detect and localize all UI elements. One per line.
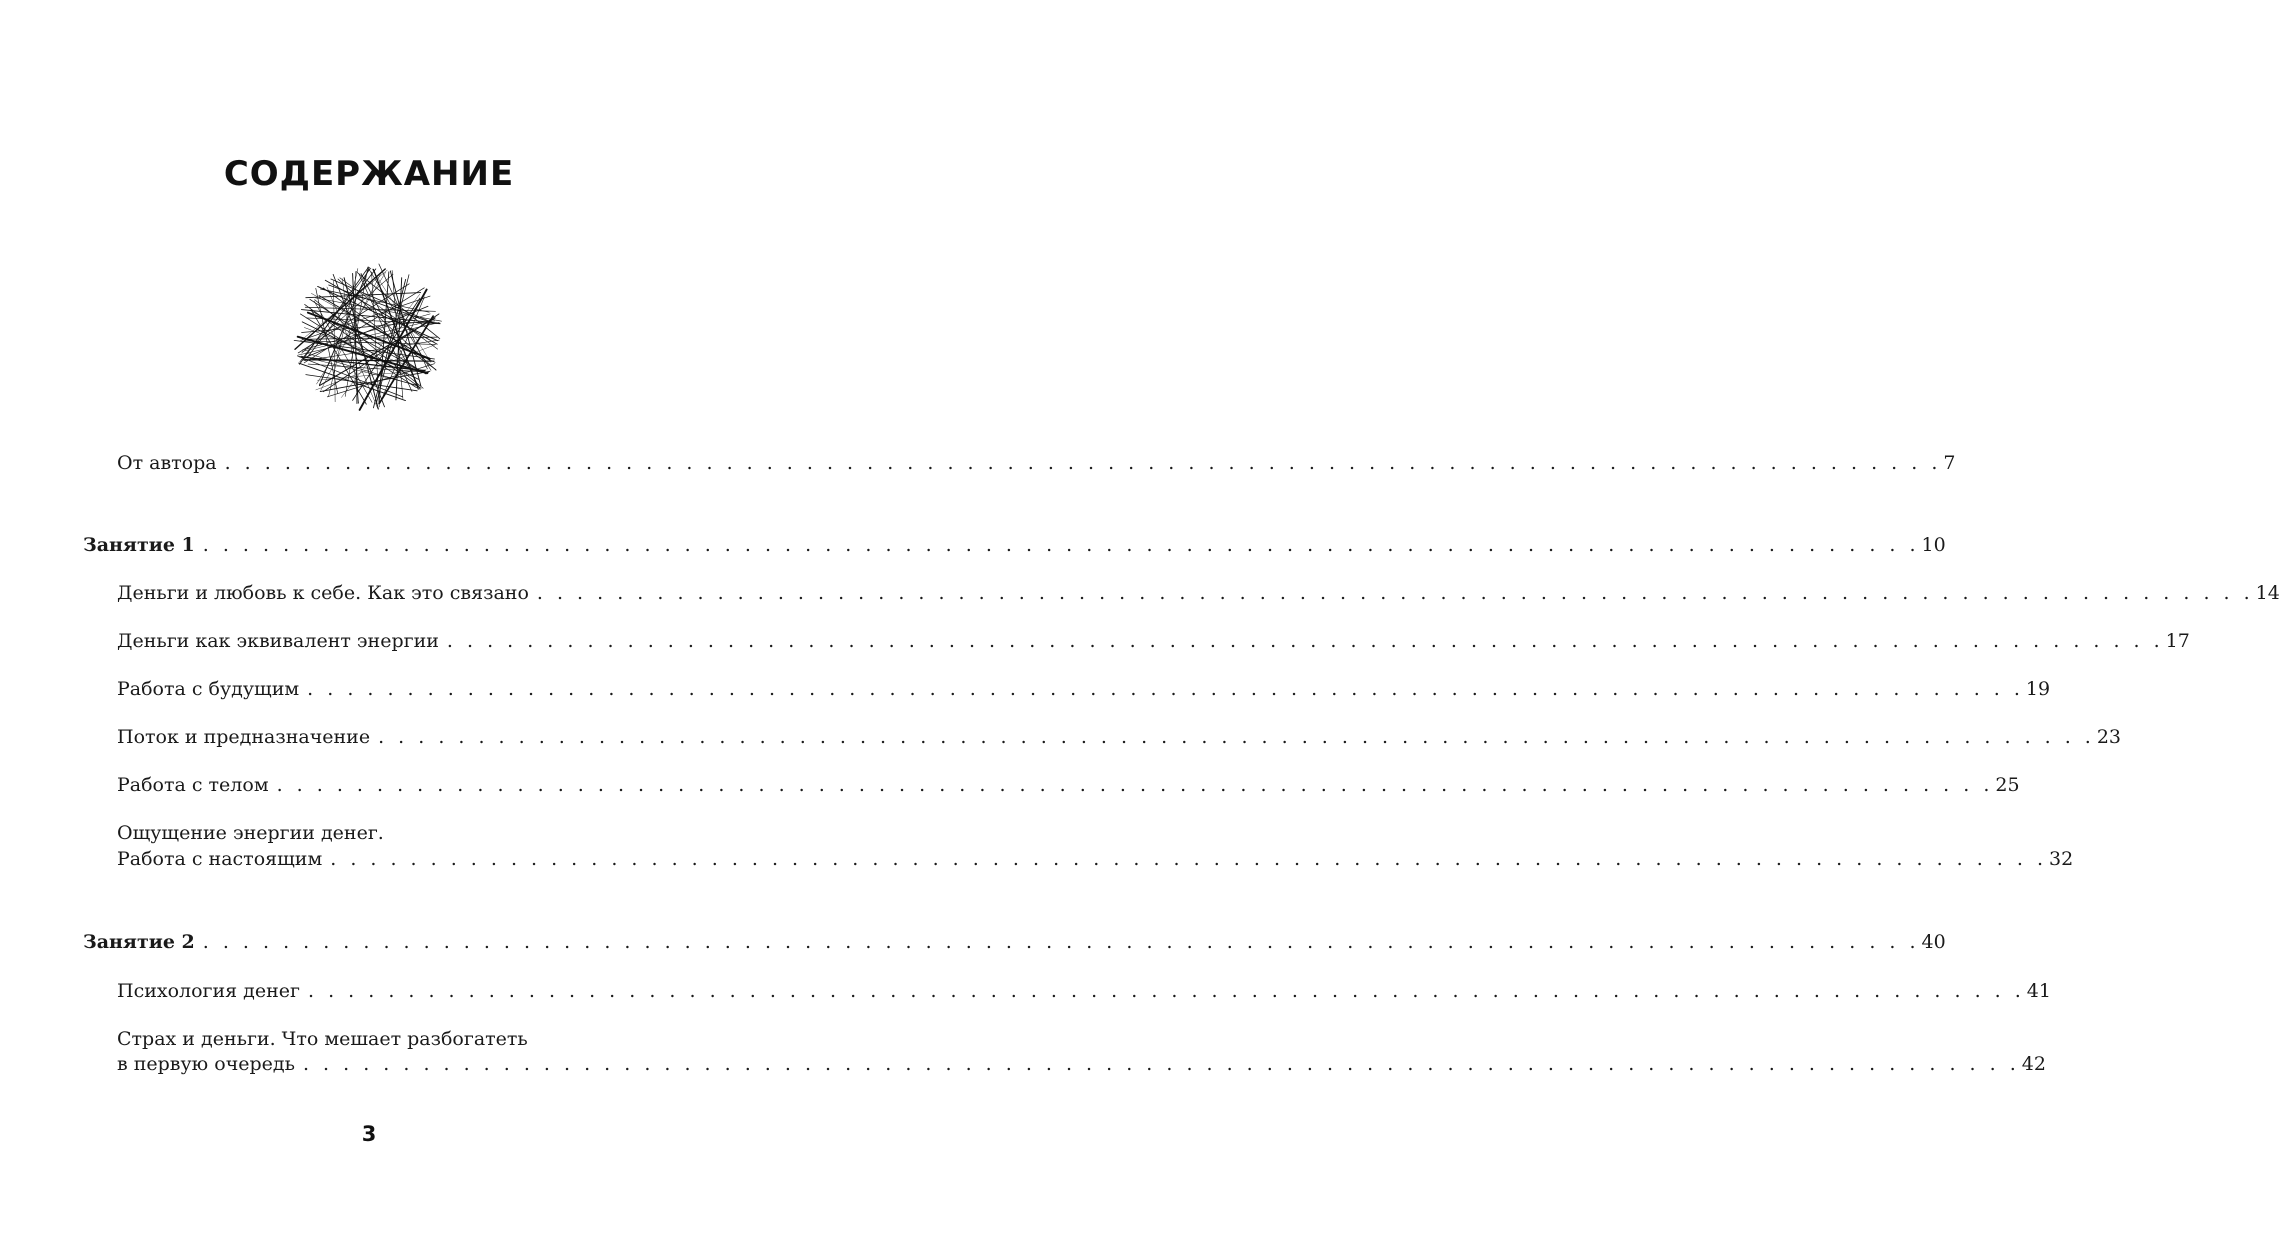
toc-entry[interactable] [117,673,2051,705]
toc-page-number: 32 [2049,848,2074,870]
toc-entry[interactable] [117,721,2122,753]
toc-page-number: 41 [2026,980,2051,1002]
dot-leader: . . . . . . . . . . . . . . . . . . . . . . . . . . . . . . . . . . . . . . . . . . . . . . . . . . . . . . . . . . . . . . . . . . . . . . . . . . . . . . . . . . . . . . [302,1053,2020,1075]
toc-entry-lesson-1[interactable] [83,529,1946,561]
toc-page-number: 19 [2025,678,2051,700]
page-number: 3 [361,1122,377,1146]
toc-page-number: 40 [1921,931,1946,953]
toc-page-number: 17 [2165,630,2190,652]
toc-entry-label-line1: Страх и деньги. Что мешает разбогатеть [117,1028,528,1050]
dot-leader: . . . . . . . . . . . . . . . . . . . . . . . . . . . . . . . . . . . . . . . . . . . . . . . . . . . . . . . . . . . . . . . . . . . . . . . . . . . . . . . . . . . . . . [308,980,2025,1002]
toc-entry-label: От автора [117,452,217,474]
toc-page-number: 25 [1995,774,2020,796]
toc-entry-label: Работа с настоящим [117,848,323,870]
starburst-lines-icon [290,258,448,416]
dot-leader: . . . . . . . . . . . . . . . . . . . . . . . . . . . . . . . . . . . . . . . . . . . . . . . . . . . . . . . . . . . . . . . . . . . . . . . . . . . . . . . . . . . . . . [446,630,2164,652]
toc-entry-label-line1: Ощущение энергии денег. [117,822,384,844]
toc-entry[interactable] [117,769,2020,801]
dot-leader: . . . . . . . . . . . . . . . . . . . . . . . . . . . . . . . . . . . . . . . . . . . . . . . . . . . . . . . . . . . . . . . . . . . . . . . . . . . . . . . . . . . . . . [202,534,1920,556]
toc-entry-label: Деньги и любовь к себе. Как это связано [117,582,529,604]
toc-entry-label: Занятие 2 [83,931,195,953]
toc-entry-label: Поток и предназначение [117,726,371,748]
dot-leader: . . . . . . . . . . . . . . . . . . . . . . . . . . . . . . . . . . . . . . . . . . . . . . . . . . . . . . . . . . . . . . . . . . . . . . . . . . . . . . . . . . . . . . [378,726,2095,748]
toc-page-number: 7 [1943,452,1956,474]
toc-entry-label: Психология денег [117,980,300,1002]
toc-entry-label: Работа с телом [117,774,269,796]
dot-leader: . . . . . . . . . . . . . . . . . . . . . . . . . . . . . . . . . . . . . . . . . . . . . . . . . . . . . . . . . . . . . . . . . . . . . . . . . . . . . . . . . . . . . . [276,774,1994,796]
toc-entry[interactable] [117,577,2280,609]
toc-entry-label: в первую очередь [117,1053,295,1075]
toc-entry[interactable] [117,975,2051,1007]
dot-leader: . . . . . . . . . . . . . . . . . . . . . . . . . . . . . . . . . . . . . . . . . . . . . . . . . . . . . . . . . . . . . . . . . . . . . . . . . . . . . . . . . . . . . . [224,452,1942,474]
toc-entry[interactable] [117,843,2074,875]
dot-leader: . . . . . . . . . . . . . . . . . . . . . . . . . . . . . . . . . . . . . . . . . . . . . . . . . . . . . . . . . . . . . . . . . . . . . . . . . . . . . . . . . . . . . . [307,678,2024,700]
toc-page-number: 14 [2255,582,2280,604]
toc-entry-label: Работа с будущим [117,678,300,700]
toc-entry[interactable] [117,625,2190,657]
toc-page-number: 23 [2096,726,2122,748]
dot-leader: . . . . . . . . . . . . . . . . . . . . . . . . . . . . . . . . . . . . . . . . . . . . . . . . . . . . . . . . . . . . . . . . . . . . . . . . . . . . . . . . . . . . . . [536,582,2254,604]
toc-entry-lesson-2[interactable] [83,926,1946,958]
page-title: СОДЕРЖАНИЕ [223,154,515,194]
toc-entry-from-author[interactable] [117,447,1956,479]
toc-entry-label: Деньги как эквивалент энергии [117,630,439,652]
toc-entry[interactable] [117,1048,2046,1080]
toc-page-number: 42 [2021,1053,2046,1075]
dot-leader: . . . . . . . . . . . . . . . . . . . . . . . . . . . . . . . . . . . . . . . . . . . . . . . . . . . . . . . . . . . . . . . . . . . . . . . . . . . . . . . . . . . . . . [330,848,2047,870]
toc-page-number: 10 [1921,534,1946,556]
toc-entry-label: Занятие 1 [83,534,195,556]
dot-leader: . . . . . . . . . . . . . . . . . . . . . . . . . . . . . . . . . . . . . . . . . . . . . . . . . . . . . . . . . . . . . . . . . . . . . . . . . . . . . . . . . . . . . . [202,931,1920,953]
